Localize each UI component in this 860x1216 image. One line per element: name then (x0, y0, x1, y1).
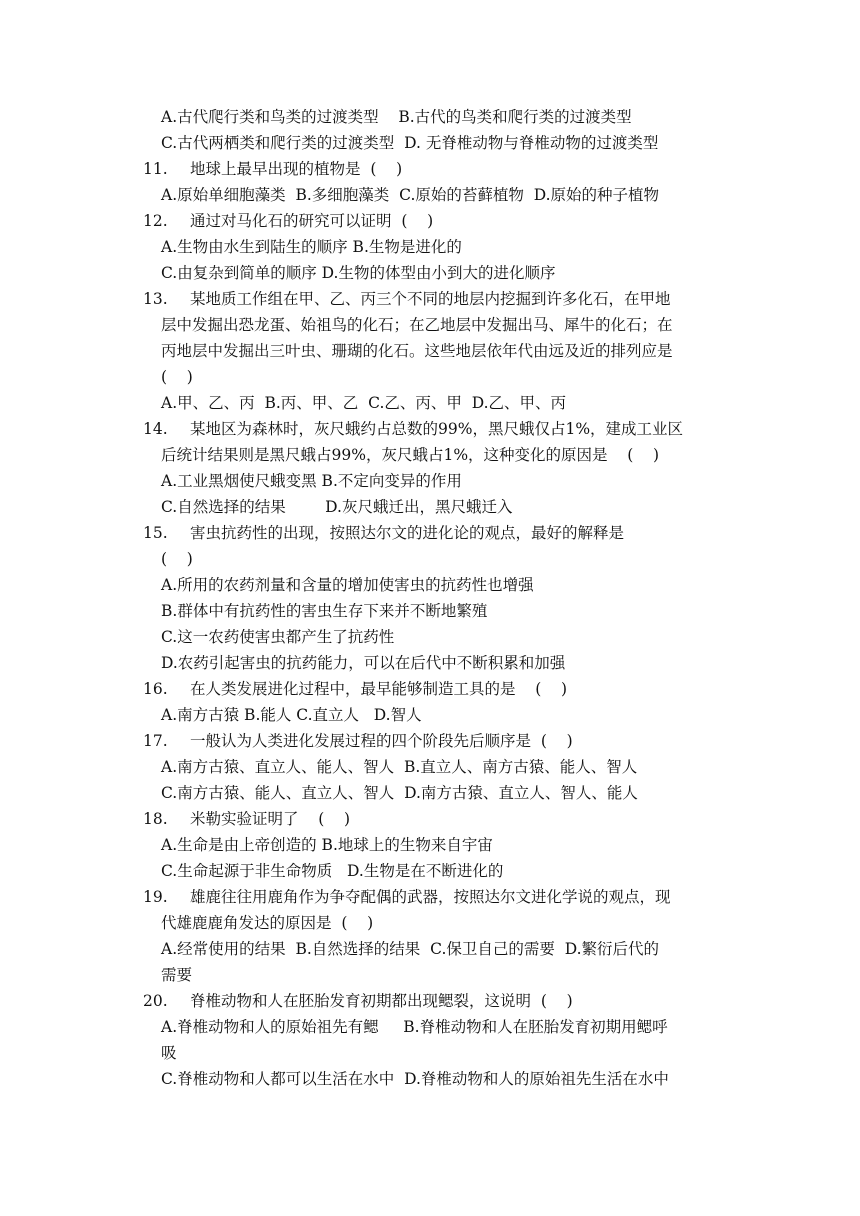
q19-options: A.经常使用的结果 B.自然选择的结果 C.保卫自己的需要 D.繁衍后代的 (161, 940, 660, 958)
question-number-13: 13. (143, 290, 168, 308)
q20-options-ab: A.脊椎动物和人的原始祖先有鳃 B.脊椎动物和人在胚胎发育初期用鳃呼 (161, 1018, 668, 1036)
q17-options-cd: C.南方古猿、能人、直立人、智人 D.南方古猿、直立人、智人、能人 (161, 784, 638, 802)
question-13-text-cont-2: 丙地层中发掘出三叶虫、珊瑚的化石。这些地层依年代由远及近的排列应是 (161, 342, 673, 360)
question-number-12: 12. (143, 212, 168, 230)
q19-options-cont: 需要 (161, 966, 193, 984)
q15-option-d: D.农药引起害虫的抗药能力，可以在后代中不断积累和加强 (161, 654, 566, 672)
question-number-11: 11. (143, 160, 168, 178)
q10-options-cd: C.古代两栖类和爬行类的过渡类型 D. 无脊椎动物与脊椎动物的过渡类型 (161, 134, 659, 152)
question-number-18: 18. (143, 810, 168, 828)
question-number-15: 15. (143, 524, 168, 542)
q15-option-c: C.这一农药使害虫都产生了抗药性 (161, 628, 395, 646)
question-20-text: 脊椎动物和人在胚胎发育初期都出现鳃裂，这说明 ( ) (190, 992, 573, 1010)
question-16-text: 在人类发展进化过程中，最早能够制造工具的是 ( ) (190, 680, 568, 698)
question-number-16: 16. (143, 680, 168, 698)
q13-options: A.甲、乙、丙 B.丙、甲、乙 C.乙、丙、甲 D.乙、甲、丙 (161, 394, 567, 412)
question-number-20: 20. (143, 992, 168, 1010)
q17-options-ab: A.南方古猿、直立人、能人、智人 B.直立人、南方古猿、能人、智人 (161, 758, 638, 776)
q20-options-cd: C.脊椎动物和人都可以生活在水中 D.脊椎动物和人的原始祖先生活在水中 (161, 1070, 669, 1088)
question-14-text: 某地区为森林时，灰尺蛾约占总数的99%，黑尺蛾仅占1%，建成工业区 (190, 420, 684, 438)
q11-options: A.原始单细胞藻类 B.多细胞藻类 C.原始的苔藓植物 D.原始的种子植物 (161, 186, 660, 204)
q12-options-cd: C.由复杂到简单的顺序 D.生物的体型由小到大的进化顺序 (161, 264, 556, 282)
q18-options-ab: A.生命是由上帝创造的 B.地球上的生物来自宇宙 (161, 836, 493, 854)
q10-options-ab: A.古代爬行类和鸟类的过渡类型 B.古代的鸟类和爬行类的过渡类型 (161, 108, 632, 126)
question-number-19: 19. (143, 888, 168, 906)
question-15-answer-blank: ( ) (161, 550, 193, 568)
question-13-text: 某地质工作组在甲、乙、丙三个不同的地层内挖掘到许多化石，在甲地 (190, 290, 671, 308)
question-11-text: 地球上最早出现的植物是 ( ) (190, 160, 403, 178)
q14-options-cd: C.自然选择的结果 D.灰尺蛾迁出，黑尺蛾迁入 (161, 498, 513, 516)
question-19-text-cont: 代雄鹿鹿角发达的原因是 ( ) (161, 914, 374, 932)
q15-option-b: B.群体中有抗药性的害虫生存下来并不断地繁殖 (161, 602, 488, 620)
q15-option-a: A.所用的农药剂量和含量的增加使害虫的抗药性也增强 (161, 576, 534, 594)
question-15-text: 害虫抗药性的出现，按照达尔文的进化论的观点，最好的解释是 (190, 524, 625, 542)
question-14-text-cont: 后统计结果则是黑尺蛾占99%，灰尺蛾占1%，这种变化的原因是 ( ) (161, 446, 660, 464)
q16-options: A.南方古猿 B.能人 C.直立人 D.智人 (161, 706, 422, 724)
q14-options-ab: A.工业黑烟使尺蛾变黑 B.不定向变异的作用 (161, 472, 462, 490)
q12-options-ab: A.生物由水生到陆生的顺序 B.生物是进化的 (161, 238, 462, 256)
question-17-text: 一般认为人类进化发展过程的四个阶段先后顺序是 ( ) (190, 732, 573, 750)
question-13-answer-blank: ( ) (161, 368, 193, 386)
question-12-text: 通过对马化石的研究可以证明 ( ) (190, 212, 434, 230)
question-number-14: 14. (143, 420, 168, 438)
question-13-text-cont-1: 层中发掘出恐龙蛋、始祖鸟的化石；在乙地层中发掘出马、犀牛的化石；在 (161, 316, 673, 334)
q18-options-cd: C.生命起源于非生命物质 D.生物是在不断进化的 (161, 862, 504, 880)
question-number-17: 17. (143, 732, 168, 750)
question-19-text: 雄鹿往往用鹿角作为争夺配偶的武器，按照达尔文进化学说的观点，现 (190, 888, 671, 906)
question-18-text: 米勒实验证明了 ( ) (190, 810, 351, 828)
q20-options-ab-cont: 吸 (161, 1044, 177, 1062)
